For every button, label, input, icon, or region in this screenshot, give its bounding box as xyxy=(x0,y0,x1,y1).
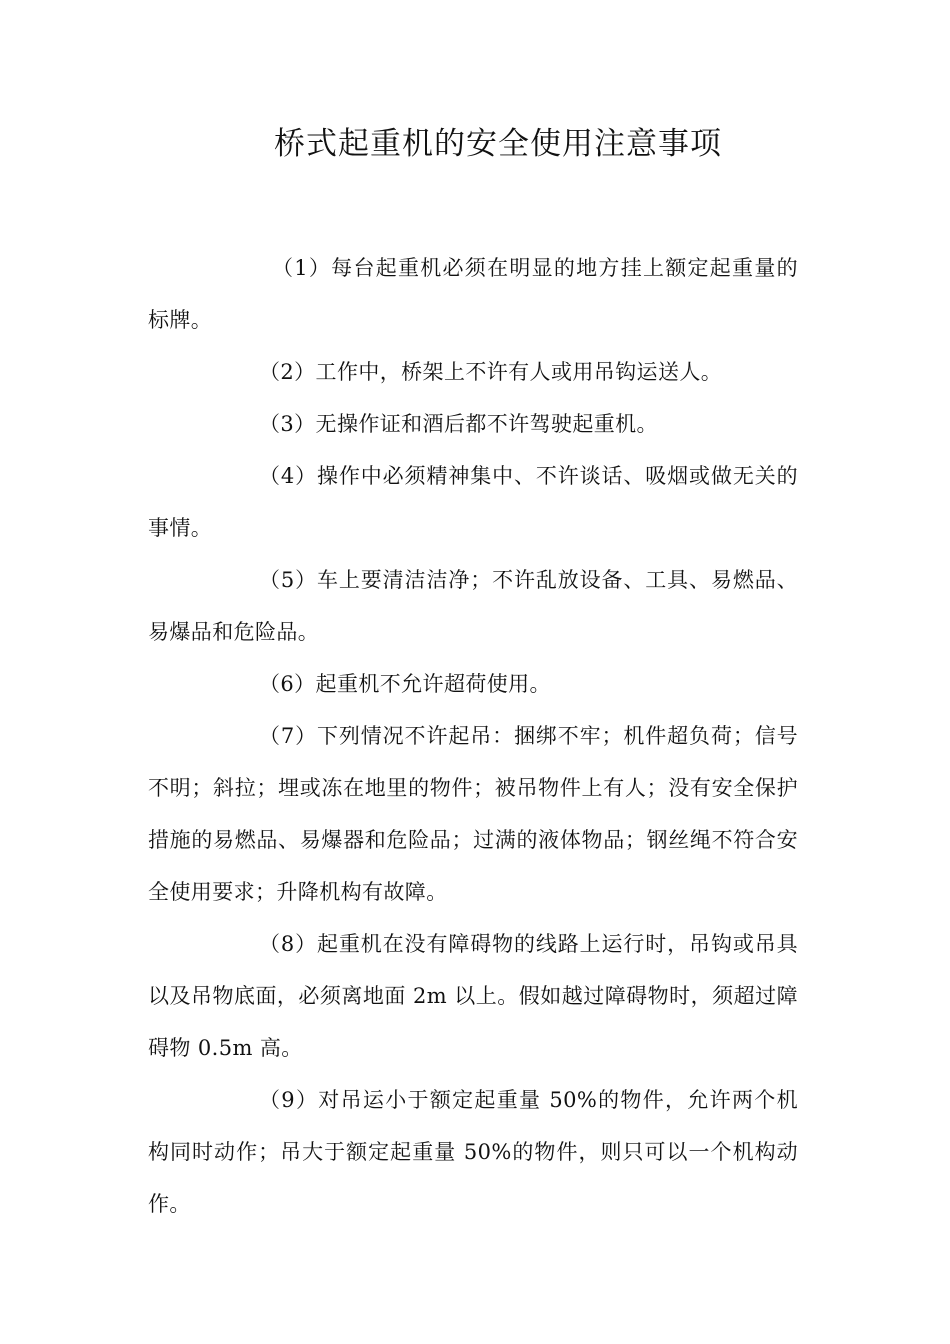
paragraph-2: （2）工作中，桥架上不许有人或用吊钩运送人。 xyxy=(259,360,723,384)
document-body xyxy=(148,242,798,1230)
paragraph-7: （7）下列情况不许起吊：捆绑不牢；机件超负荷；信号不明；斜拉；埋或冻在地里的物件；被吊物件上有人；没有安全保护措施的易燃品、易爆器和危险品；过满的液体物品；钢丝绳不符合安全使用要求；升降机构有故障。 xyxy=(148,724,798,904)
paragraph-1: （1）每台起重机必须在明显的地方挂上额定起重量的标牌。 xyxy=(148,256,798,332)
paragraph-5: （5）车上要清洁洁净；不许乱放设备、工具、易燃品、易爆品和危险品。 xyxy=(148,568,798,644)
document-title: 桥式起重机的安全使用注意事项 xyxy=(274,126,722,162)
paragraph-6: （6）起重机不允许超荷使用。 xyxy=(259,672,551,696)
paragraph-3: （3）无操作证和酒后都不许驾驶起重机。 xyxy=(259,412,658,436)
paragraph-9: （9）对吊运小于额定起重量 50%的物件，允许两个机构同时动作；吊大于额定起重量 50%的物件，则只可以一个机构动作。 xyxy=(148,1088,798,1216)
paragraph-8: （8）起重机在没有障碍物的线路上运行时，吊钩或吊具以及吊物底面，必须离地面 2m 以上。假如越过障碍物时，须超过障碍物 0.5m 高。 xyxy=(148,932,798,1060)
paragraph-4: （4）操作中必须精神集中、不许谈话、吸烟或做无关的事情。 xyxy=(148,464,798,540)
